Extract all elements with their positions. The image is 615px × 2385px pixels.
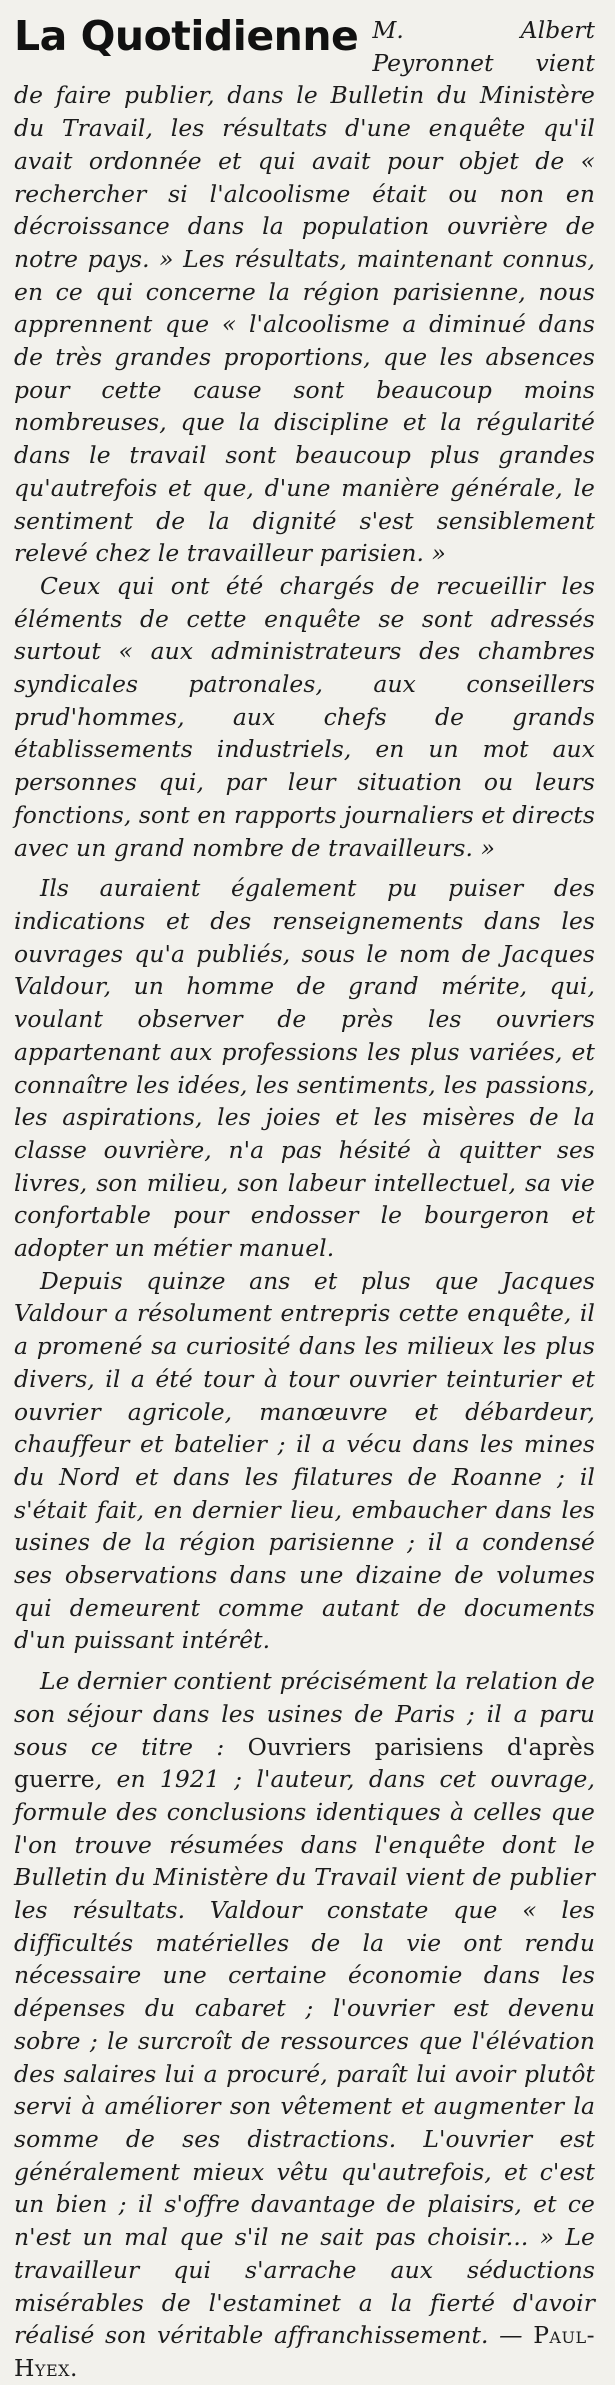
author-signature: Paul-Hyex. bbox=[14, 2321, 595, 2382]
paragraph-5 bbox=[14, 1665, 595, 2384]
paragraph-5-text-a: Le dernier contient précisément la relation de son séjour dans les usines de Paris ; il a paru sous ce titre : bbox=[14, 1667, 595, 1761]
paragraph-4: Depuis quinze ans et plus que Jacques Valdour a résolument entrepris cette enquête, il a promené sa curiosité dans les milieux les plus divers, il a été tour à tour ouvrier teinturier et ouvrier agricole, manœuvre et débardeur, chauffeur et batelier ; il a vécu dans les mines du Nord et dans les filatures de Roanne ; il s'était fait, en dernier lieu, embaucher dans les usines de la région parisienne ; il a condensé ses observations dans une dizaine de volumes qui demeurent comme autant de documents d'un puissant intérêt. bbox=[14, 1266, 595, 1655]
paragraph-3: Ils auraient également pu puiser des indications et des renseignements dans les ouvrages qu'a publiés, sous le nom de Jacques Valdour, un homme de grand mérite, qui, voulant observer de près les ouvriers appartenant aux professions les plus variées, et connaître les idées, les sentiments, les passions, les aspirations, les joies et les misères de la classe ouvrière, n'a pas hésité à quitter ses livres, son milieu, son labeur intellectuel, sa vie confortable pour endosser le bourgeron et adopter un métier manuel. bbox=[14, 874, 595, 1263]
paragraph-1: M. Albert Peyronnet vient de faire publier, dans le Bulletin du Ministère du Travail, les résultats d'une enquête qu'il avait ordonnée et qui avait pour objet de « rechercher si l'alcoolisme était ou non en décroissance dans la population ouvrière de notre pays. » Les résultats, maintenant connus, en ce qui concerne la région parisienne, nous apprennent que « l'alcoolisme a diminué dans de très grandes proportions, que les absences pour cette cause sont beaucoup moins nombreuses, que la discipline et la régularité dans le travail sont beaucoup plus grandes qu'autrefois et que, d'une manière générale, le sentiment de la dignité s'est sensiblement relevé chez le travailleur parisien. » bbox=[14, 16, 595, 568]
masthead-title: La Quotidienne bbox=[14, 12, 359, 60]
book-title: Ouvriers parisiens d'après guerre bbox=[14, 1732, 595, 1794]
paragraph-5-text-b: , en 1921 ; l'auteur, dans cet ouvrage, formule des conclusions identiques à celles que l'on trouve résumées dans l'enquête dont le Bulletin du Ministère du Travail vient de publier les résultats. Valdour constate que « les difficultés matérielles de la vie ont rendu nécessaire une certaine économie dans les dépenses du cabaret ; l'ouvrier est devenu sobre ; le surcroît de ressources que l'élévation des salaires lui a procuré, paraît lui avoir plutôt servi à améliorer son vêtement et augmenter la somme de ses distractions. L'ouvrier est généralement mieux vêtu qu'autrefois, et c'est un bien ; il s'offre davantage de plaisirs, et ce n'est un mal que s'il ne sait pas choisir... » Le travailleur qui s'arrache aux séductions misérables de l'estaminet a la fierté d'avoir réalisé son véritable affranchissement. — bbox=[14, 1765, 595, 2350]
paragraph-2: Ceux qui ont été chargés de recueillir les éléments de cette enquête se sont adressés surtout « aux administrateurs des chambres syndicales patronales, aux conseillers prud'hommes, aux chefs de grands établissements industriels, en un mot aux personnes qui, par leur situation ou leurs fonctions, sont en rapports journaliers et directs avec un grand nombre de travailleurs. » bbox=[14, 571, 595, 862]
